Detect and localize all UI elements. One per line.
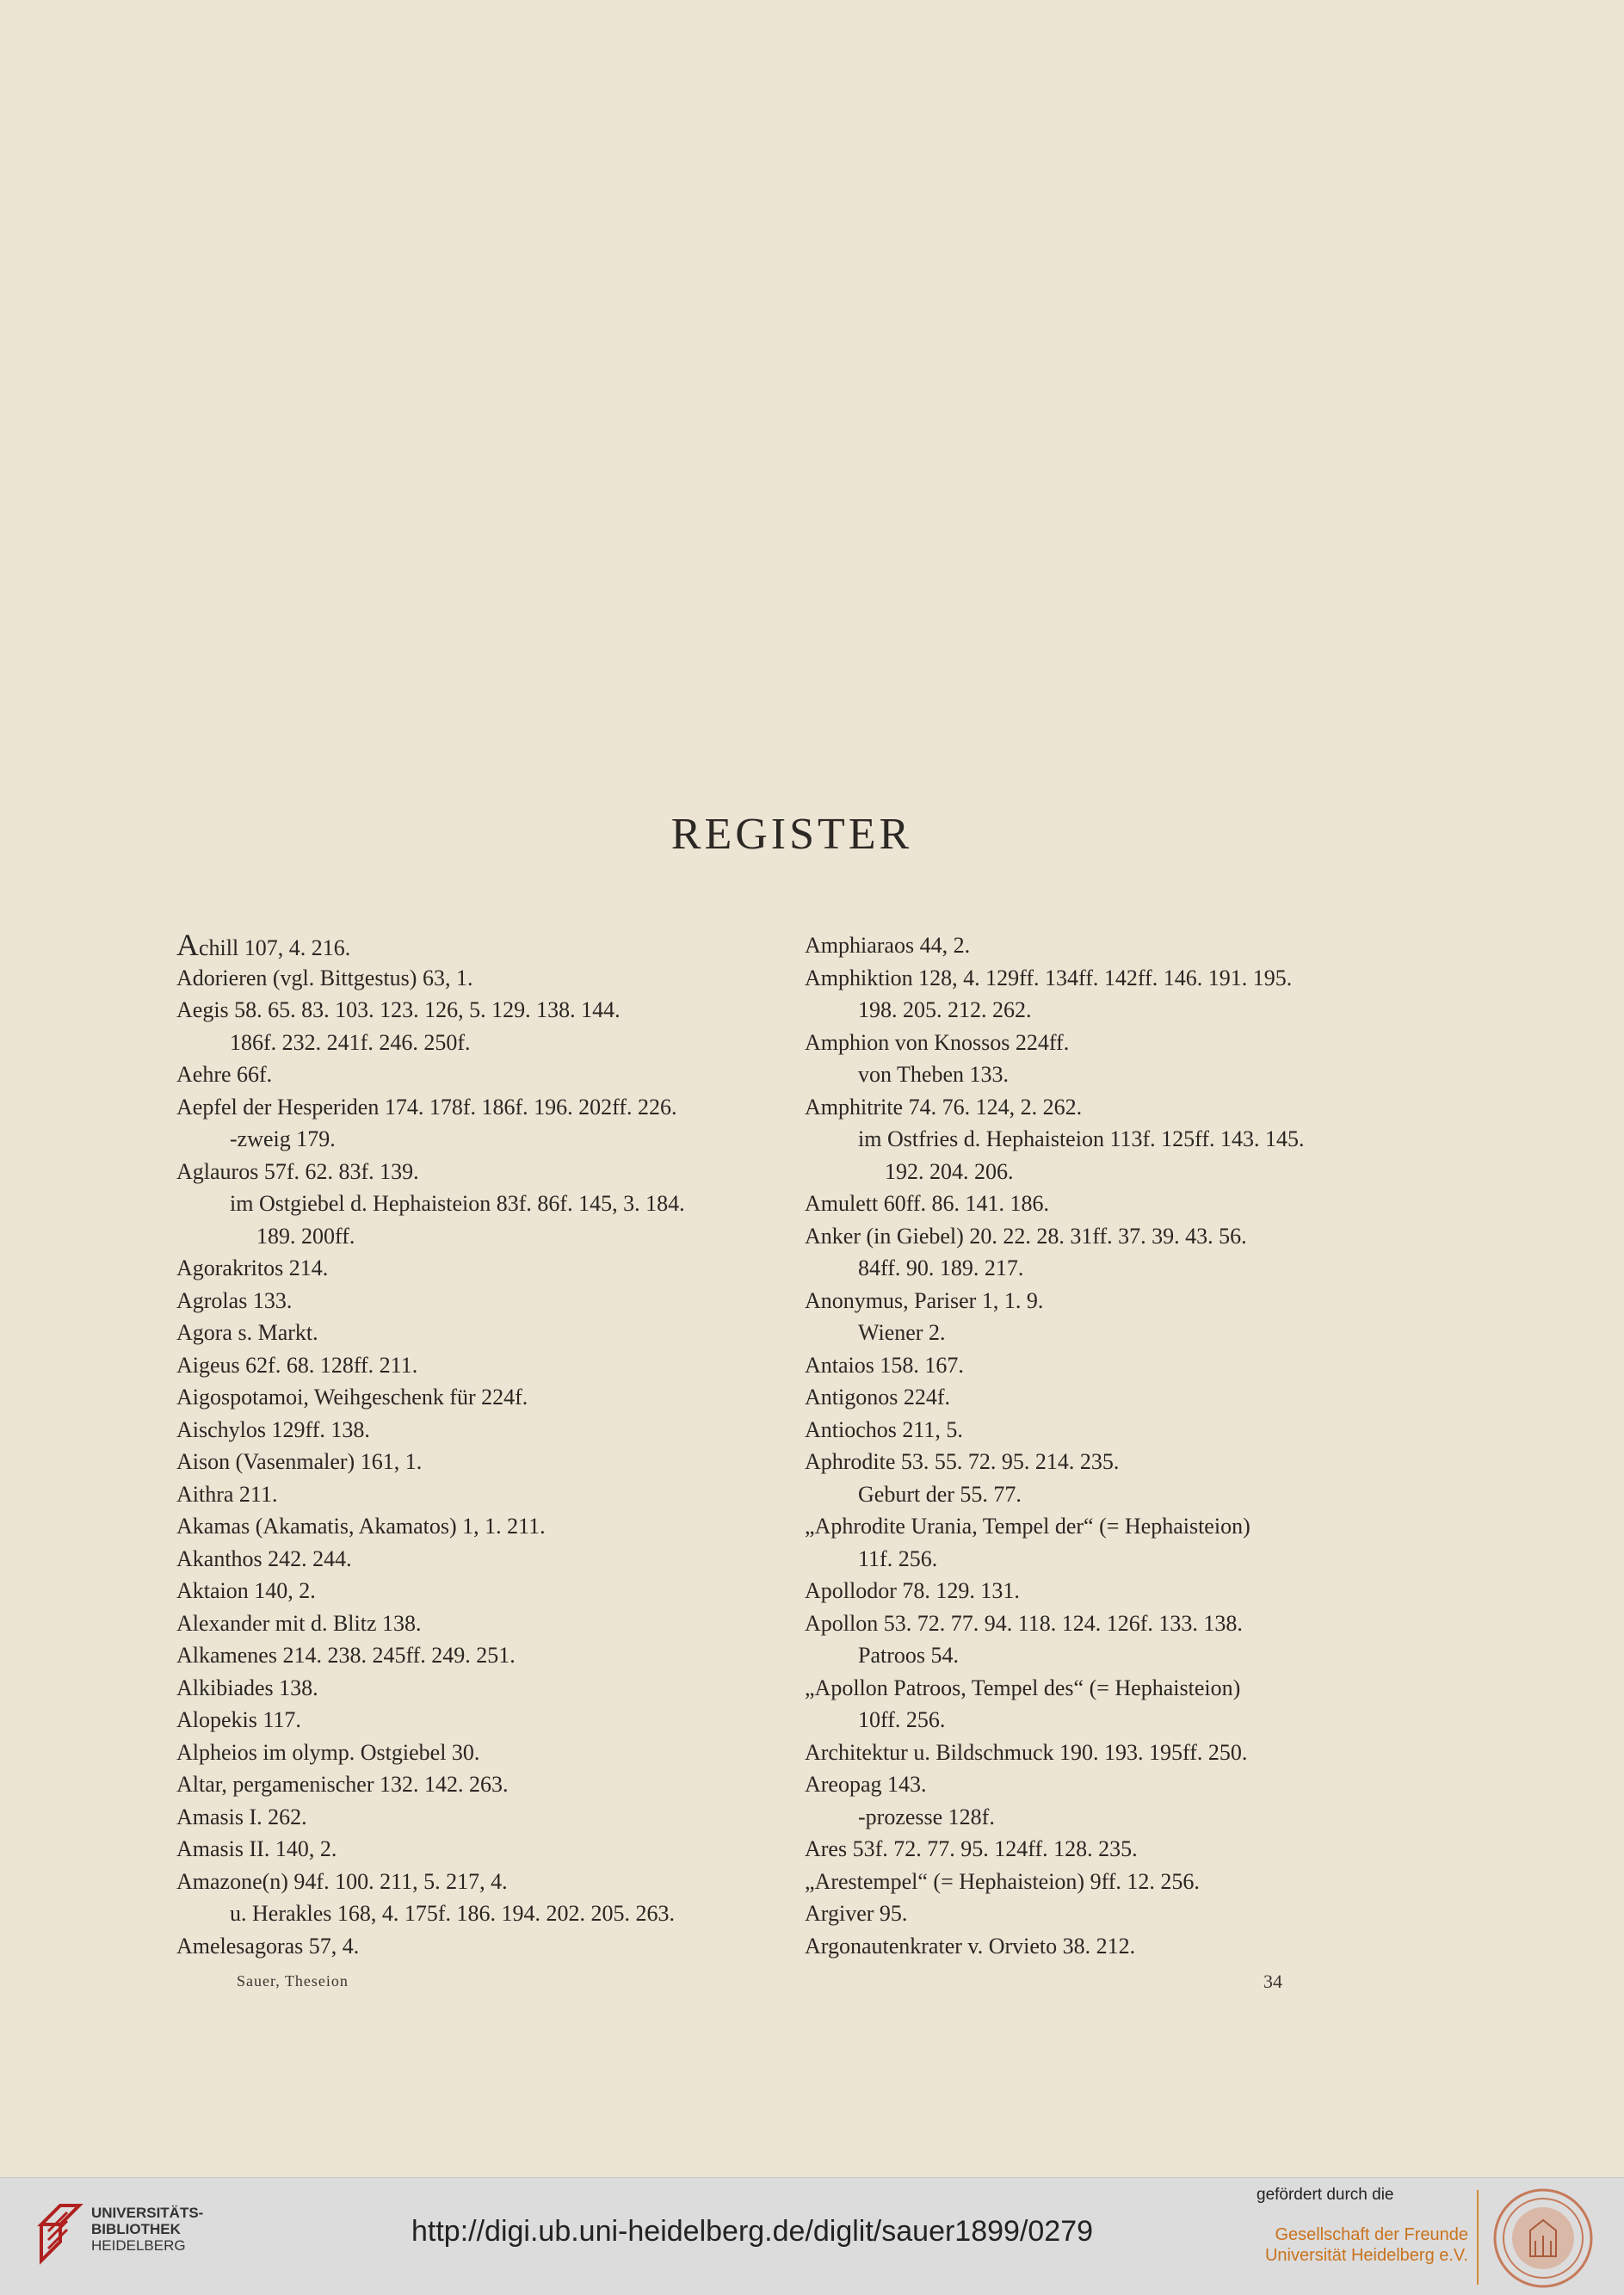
index-entry-text: Aison (Vasenmaler) 161, 1. (176, 1449, 423, 1474)
index-entry (176, 1252, 805, 1285)
index-entry-text: Apollon 53. 72. 77. 94. 118. 124. 126f. 133. 138. (805, 1610, 1243, 1636)
page-title: REGISTER (670, 810, 913, 859)
index-entry-text: Akamas (Akamatis, Akamatos) 1, 1. 211. (176, 1514, 546, 1539)
index-entry-text: Anker (in Giebel) 20. 22. 28. 31ff. 37. 39. 43. 56. (805, 1223, 1247, 1249)
index-entry-text: Aigeus 62f. 68. 128ff. 211. (176, 1352, 418, 1378)
index-entry-text: Aischylos 129ff. 138. (176, 1416, 370, 1442)
index-entry-text: Aphrodite 53. 55. 72. 95. 214. 235. (805, 1449, 1120, 1474)
index-entry (176, 1414, 805, 1447)
index-entry (805, 1510, 1433, 1543)
index-entry-text: Adorieren (vgl. Bittgestus) 63, 1. (176, 965, 473, 990)
index-entry-text: Agrolas 133. (176, 1287, 293, 1313)
university-seal-icon (1492, 2187, 1594, 2289)
index-entry-text: „Aphrodite Urania, Tempel der“ (= Hephaisteion) (805, 1514, 1250, 1539)
index-entry (176, 1607, 805, 1640)
index-entry-text: Ares 53f. 72. 77. 95. 124ff. 128. 235. (805, 1836, 1138, 1861)
index-entry (805, 1381, 1433, 1414)
index-entry (805, 1123, 1433, 1156)
index-entry-text: Geburt der 55. 77. (858, 1481, 1022, 1507)
index-entry (805, 1672, 1433, 1705)
index-entry-text: Aegis 58. 65. 83. 103. 123. 126, 5. 129. 138. 144. (176, 997, 621, 1022)
index-entry-text: Argiver 95. (805, 1901, 908, 1926)
index-entry-text: 11f. 256. (858, 1545, 938, 1571)
index-entry-text: chill 107, 4. 216. (199, 935, 351, 960)
index-entry-text: 84ff. 90. 189. 217. (858, 1255, 1024, 1280)
sponsor-divider (1477, 2190, 1479, 2285)
index-entry-text: Alkibiades 138. (176, 1675, 318, 1700)
index-entry (176, 1349, 805, 1382)
index-entry-text: 192. 204. 206. (885, 1158, 1014, 1184)
index-column-right (805, 929, 1433, 1962)
index-entry (176, 1058, 805, 1091)
index-entry (805, 1156, 1433, 1188)
index-entry-text: Areopag 143. (805, 1772, 927, 1797)
index-entry (176, 1866, 805, 1898)
index-entry-text: 198. 205. 212. 262. (858, 997, 1032, 1022)
index-entry-text: Alopekis 117. (176, 1707, 301, 1732)
index-entry (176, 1317, 805, 1349)
index-entry (176, 1833, 805, 1866)
index-entry-text: 189. 200ff. (256, 1223, 355, 1249)
index-entry-text: Amphiaraos 44, 2. (805, 933, 971, 958)
index-entry (805, 1607, 1433, 1640)
index-entry (805, 1220, 1433, 1253)
library-name: UNIVERSITÄTS- BIBLIOTHEK HEIDELBERG (91, 2205, 204, 2254)
index-entry-text: Argonautenkrater v. Orvieto 38. 212. (805, 1933, 1136, 1959)
index-entry (176, 1930, 805, 1963)
index-entry (176, 1897, 805, 1930)
index-entry-text: Amelesagoras 57, 4. (176, 1933, 360, 1959)
index-entry (176, 994, 805, 1027)
index-entry (176, 1737, 805, 1769)
index-entry (176, 929, 805, 962)
index-entry-text: Apollodor 78. 129. 131. (805, 1578, 1020, 1603)
index-entry-text: Antiochos 211, 5. (805, 1416, 963, 1442)
index-entry-text: Wiener 2. (858, 1320, 946, 1345)
index-entry-text: „Apollon Patroos, Tempel des“ (= Hephaisteion) (805, 1675, 1241, 1700)
index-entry (805, 1285, 1433, 1317)
index-entry-text: 186f. 232. 241f. 246. 250f. (230, 1029, 471, 1055)
index-entry (176, 1123, 805, 1156)
index-entry-text: -prozesse 128f. (858, 1804, 995, 1829)
index-entry (176, 1478, 805, 1511)
index-entry (805, 1252, 1433, 1285)
index-entry-text: von Theben 133. (858, 1062, 1009, 1087)
index-entry-text: im Ostgiebel d. Hephaisteion 83f. 86f. 145, 3. 184. (230, 1191, 685, 1216)
index-entry (805, 1704, 1433, 1737)
index-entry-text: Amasis I. 262. (176, 1804, 307, 1829)
library-logo-icon (34, 2199, 86, 2267)
index-entry-text: Anonymus, Pariser 1, 1. 9. (805, 1287, 1044, 1313)
index-entry-text: 10ff. 256. (858, 1707, 946, 1732)
sponsor-name: Gesellschaft der Freunde Universität Heidelberg e.V. (1264, 2225, 1468, 2265)
index-entry-text: Aktaion 140, 2. (176, 1578, 316, 1603)
index-entry (805, 1930, 1433, 1963)
initial-letter: A (176, 928, 199, 962)
index-entry (805, 1317, 1433, 1349)
index-entry-text: Alkamenes 214. 238. 245ff. 249. 251. (176, 1643, 516, 1668)
index-entry (805, 1058, 1433, 1091)
index-entry (805, 1446, 1433, 1478)
index-entry (176, 1801, 805, 1834)
index-entry-text: Architektur u. Bildschmuck 190. 193. 195ff. 250. (805, 1739, 1248, 1765)
index-entry-text: „Arestempel“ (= Hephaisteion) 9ff. 12. 256. (805, 1868, 1200, 1894)
index-entry-text: Aigospotamoi, Weihgeschenk für 224f. (176, 1385, 528, 1410)
index-entry (805, 1188, 1433, 1220)
index-column-left (176, 929, 805, 1962)
index-entry (805, 1897, 1433, 1930)
sponsor-label: gefördert durch die (1257, 2186, 1394, 2204)
index-entry (176, 962, 805, 995)
index-entry (805, 1414, 1433, 1447)
index-entry (176, 1156, 805, 1188)
index-entry (805, 1801, 1433, 1834)
index-entry (805, 962, 1433, 995)
index-entry (176, 1510, 805, 1543)
index-entry-text: Aglauros 57f. 62. 83f. 139. (176, 1158, 419, 1184)
running-head: Sauer, Theseion (237, 1972, 349, 1990)
index-entry (805, 1027, 1433, 1059)
index-entry-text: Aehre 66f. (176, 1062, 273, 1087)
index-entry (805, 1091, 1433, 1124)
index-entry (805, 1768, 1433, 1801)
index-entry (805, 1833, 1433, 1866)
index-entry-text: Akanthos 242. 244. (176, 1545, 352, 1571)
index-entry (805, 1639, 1433, 1672)
document-url[interactable]: http://digi.ub.uni-heidelberg.de/diglit/sauer1899/0279 (411, 2215, 1094, 2248)
index-entry (176, 1543, 805, 1576)
index-entry (176, 1285, 805, 1317)
index-entry (805, 1478, 1433, 1511)
index-entry-text: Antigonos 224f. (805, 1385, 950, 1410)
index-entry (805, 994, 1433, 1027)
index-entry-text: Amulett 60ff. 86. 141. 186. (805, 1191, 1050, 1216)
index-entry-text: Amphion von Knossos 224ff. (805, 1029, 1070, 1055)
page-number: 34 (1263, 1971, 1282, 1992)
index-entry (805, 1575, 1433, 1607)
index-entry-text: Aithra 211. (176, 1481, 278, 1507)
index-entry-text: Altar, pergamenischer 132. 142. 263. (176, 1772, 509, 1797)
index-entry-text: Agorakritos 214. (176, 1255, 329, 1280)
index-entry (176, 1381, 805, 1414)
index-entry-text: Aepfel der Hesperiden 174. 178f. 186f. 196. 202ff. 226. (176, 1094, 677, 1120)
index-entry-text: Amphitrite 74. 76. 124, 2. 262. (805, 1094, 1083, 1120)
index-entry-text: Patroos 54. (858, 1643, 959, 1668)
index-entry (805, 1543, 1433, 1576)
index-entry (176, 1639, 805, 1672)
index-entry-text: Amphiktion 128, 4. 129ff. 134ff. 142ff. 146. 191. 195. (805, 965, 1293, 990)
index-entry (176, 1188, 805, 1220)
index-entry-text: im Ostfries d. Hephaisteion 113f. 125ff. 143. 145. (858, 1126, 1305, 1151)
index-entry (805, 929, 1433, 962)
index-entry (176, 1446, 805, 1478)
index-entry (176, 1575, 805, 1607)
index-entry-text: Alexander mit d. Blitz 138. (176, 1610, 422, 1636)
index-entry-text: Amazone(n) 94f. 100. 211, 5. 217, 4. (176, 1868, 508, 1894)
index-entry (176, 1027, 805, 1059)
index-entry (176, 1672, 805, 1705)
index-entry (805, 1737, 1433, 1769)
index-entry-text: u. Herakles 168, 4. 175f. 186. 194. 202. 205. 263. (230, 1901, 676, 1926)
index-entry-text: Antaios 158. 167. (805, 1352, 964, 1378)
index-entry (176, 1768, 805, 1801)
index-entry (805, 1349, 1433, 1382)
index-entry (176, 1220, 805, 1253)
index-entry-text: Alpheios im olymp. Ostgiebel 30. (176, 1739, 480, 1765)
index-entry (176, 1704, 805, 1737)
index-entry (176, 1091, 805, 1124)
index-entry-text: Amasis II. 140, 2. (176, 1836, 337, 1861)
index-entry-text: Agora s. Markt. (176, 1320, 318, 1345)
index-entry-text: -zweig 179. (230, 1126, 336, 1151)
index-entry (805, 1866, 1433, 1898)
